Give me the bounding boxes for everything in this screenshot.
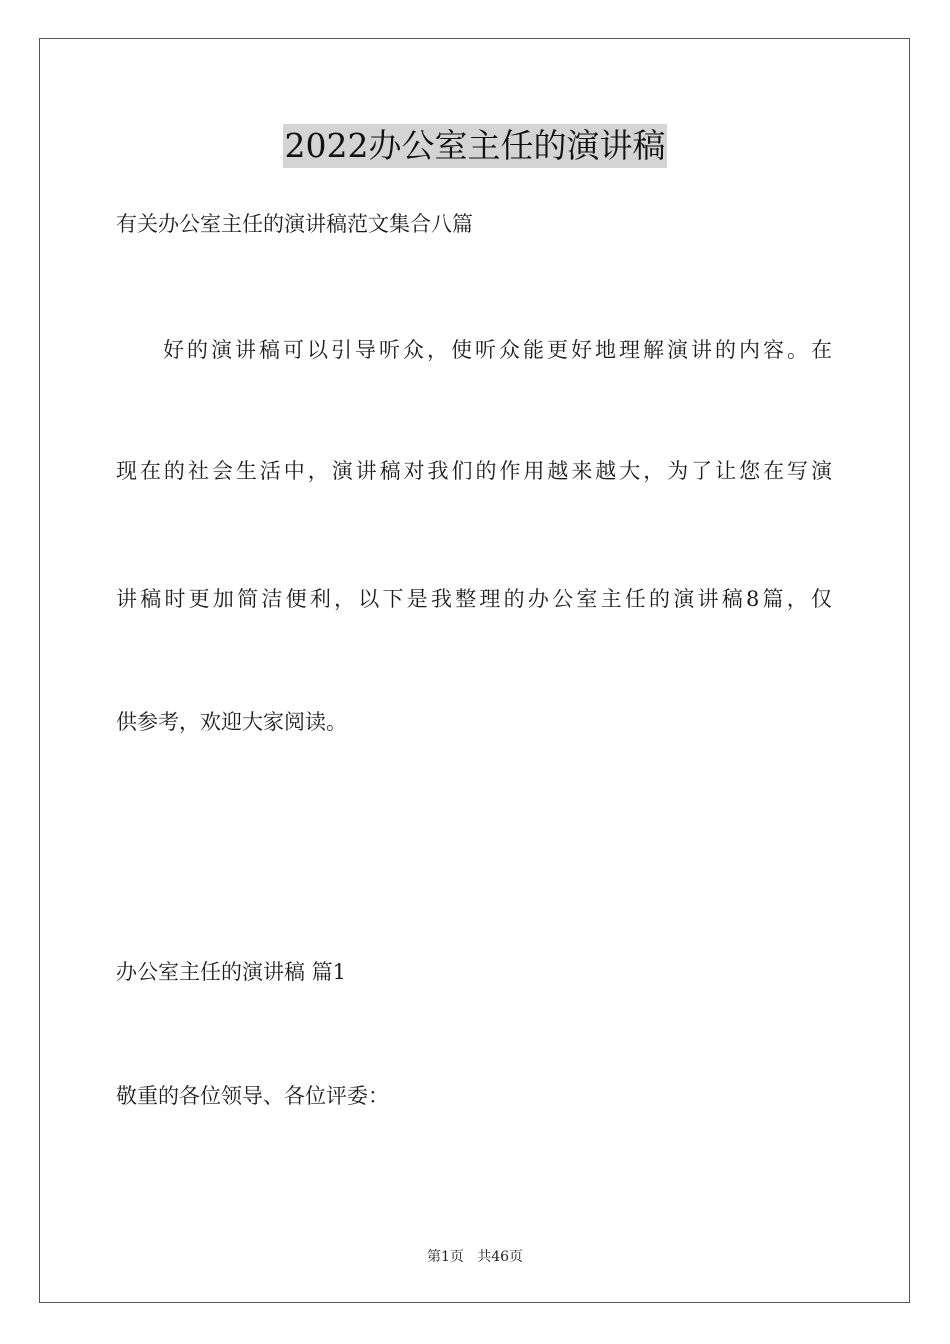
section-heading: 办公室主任的演讲稿 篇1 (116, 960, 347, 984)
page-footer: 第1页 共46页 (426, 1249, 524, 1265)
document-subtitle: 有关办公室主任的演讲稿范文集合八篇 (116, 212, 473, 236)
intro-line-2: 现在的社会生活中，演讲稿对我们的作用越来越大，为了让您在写演 (116, 459, 832, 483)
salutation: 敬重的各位领导、各位评委： (116, 1084, 389, 1108)
intro-line-4: 供参考，欢迎大家阅读。 (116, 710, 347, 734)
intro-line-1: 好的演讲稿可以引导听众，使听众能更好地理解演讲的内容。在 (163, 338, 832, 362)
title-container (0, 124, 950, 168)
document-title: 2022办公室主任的演讲稿 (283, 124, 668, 168)
intro-line-3: 讲稿时更加简洁便利，以下是我整理的办公室主任的演讲稿8篇，仅 (116, 587, 832, 611)
